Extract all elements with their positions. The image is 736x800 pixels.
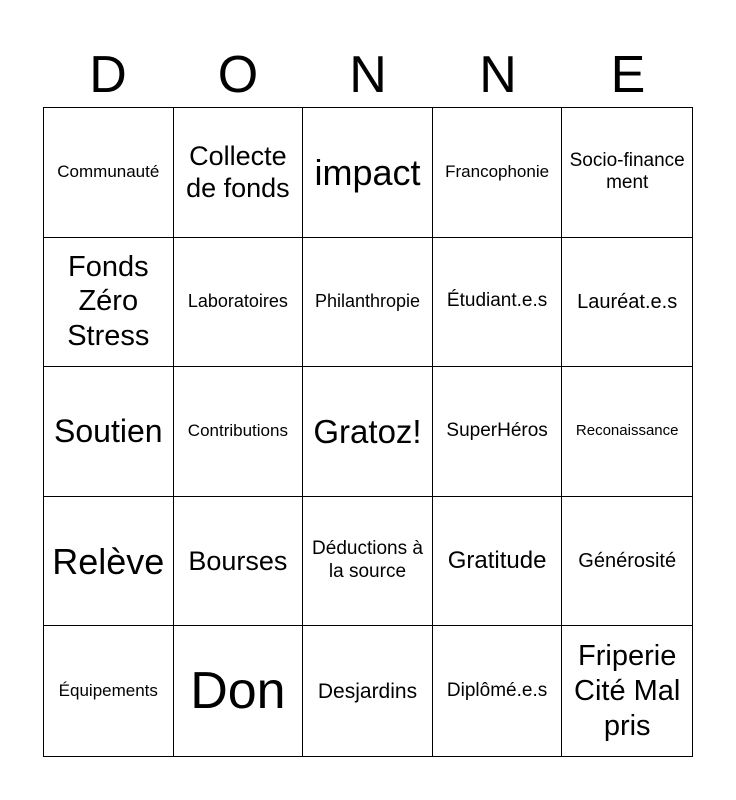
bingo-cell[interactable]: [44, 367, 174, 497]
bingo-header: [43, 42, 693, 108]
bingo-cell-label: Desjardins: [317, 679, 418, 703]
bingo-cell[interactable]: [303, 367, 433, 497]
bingo-cell-label: Gratitude: [447, 546, 547, 574]
bingo-cell[interactable]: [433, 238, 563, 368]
bingo-cell[interactable]: [303, 497, 433, 627]
bingo-cell[interactable]: [44, 108, 174, 238]
bingo-cell-label: Générosité: [578, 550, 677, 573]
bingo-cell[interactable]: [44, 238, 174, 368]
bingo-cell[interactable]: [174, 238, 304, 368]
bingo-cell[interactable]: [562, 238, 692, 368]
bingo-cell-label: Fonds Zéro Stress: [67, 250, 150, 353]
bingo-cell[interactable]: [562, 108, 692, 238]
bingo-cell-label: Soutien: [54, 413, 163, 450]
bingo-cell-label: impact: [314, 151, 421, 193]
bingo-cell-label: Équipements: [58, 681, 158, 700]
bingo-cell[interactable]: [44, 626, 174, 756]
bingo-cell-label: Francophonie: [445, 162, 550, 182]
header-letter-1: D: [89, 46, 127, 104]
bingo-cell[interactable]: [433, 626, 563, 756]
bingo-cell-label: Don: [190, 662, 286, 720]
bingo-cell-label: Déductions à la source: [312, 538, 423, 583]
bingo-cell[interactable]: [174, 497, 304, 627]
bingo-cell-label: Étudiant.e.s: [446, 290, 548, 312]
bingo-cell-label: Philanthropie: [314, 291, 421, 312]
bingo-cell-label: Communauté: [57, 162, 160, 182]
bingo-cell[interactable]: [174, 367, 304, 497]
header-letter-2: O: [217, 46, 259, 104]
bingo-cell-label: SuperHéros: [446, 420, 548, 442]
bingo-cell-label: Collecte de fonds: [186, 140, 290, 204]
bingo-cell-label: Friperie Cité Mal pris: [574, 640, 681, 742]
bingo-cell[interactable]: [303, 626, 433, 756]
bingo-cell-label: Socio-financement: [569, 149, 685, 194]
bingo-cell[interactable]: [562, 367, 692, 497]
bingo-card-grid: [43, 107, 693, 757]
bingo-cell-label: Reconaissance: [575, 422, 679, 440]
bingo-cell-label: Bourses: [188, 545, 288, 576]
bingo-cell[interactable]: [433, 497, 563, 627]
bingo-cell-label: Diplômé.e.s: [446, 679, 548, 701]
bingo-cell[interactable]: [433, 108, 563, 238]
header-letter-4: N: [479, 46, 517, 104]
bingo-cell[interactable]: [303, 238, 433, 368]
bingo-cell[interactable]: [174, 626, 304, 756]
bingo-cell-label: Contributions: [187, 421, 288, 441]
bingo-cell[interactable]: [174, 108, 304, 238]
bingo-cell[interactable]: [562, 497, 692, 627]
bingo-cell-label: Lauréat.e.s: [577, 290, 678, 313]
bingo-cell-label: Gratoz!: [313, 412, 422, 450]
header-letter-3: N: [349, 46, 387, 104]
bingo-cell[interactable]: [562, 626, 692, 756]
bingo-cell-label: Relève: [52, 540, 165, 582]
bingo-cell[interactable]: [433, 367, 563, 497]
header-letter-5: E: [610, 46, 646, 104]
bingo-cell[interactable]: [44, 497, 174, 627]
bingo-cell[interactable]: [303, 108, 433, 238]
bingo-cell-label: Laboratoires: [187, 291, 288, 312]
